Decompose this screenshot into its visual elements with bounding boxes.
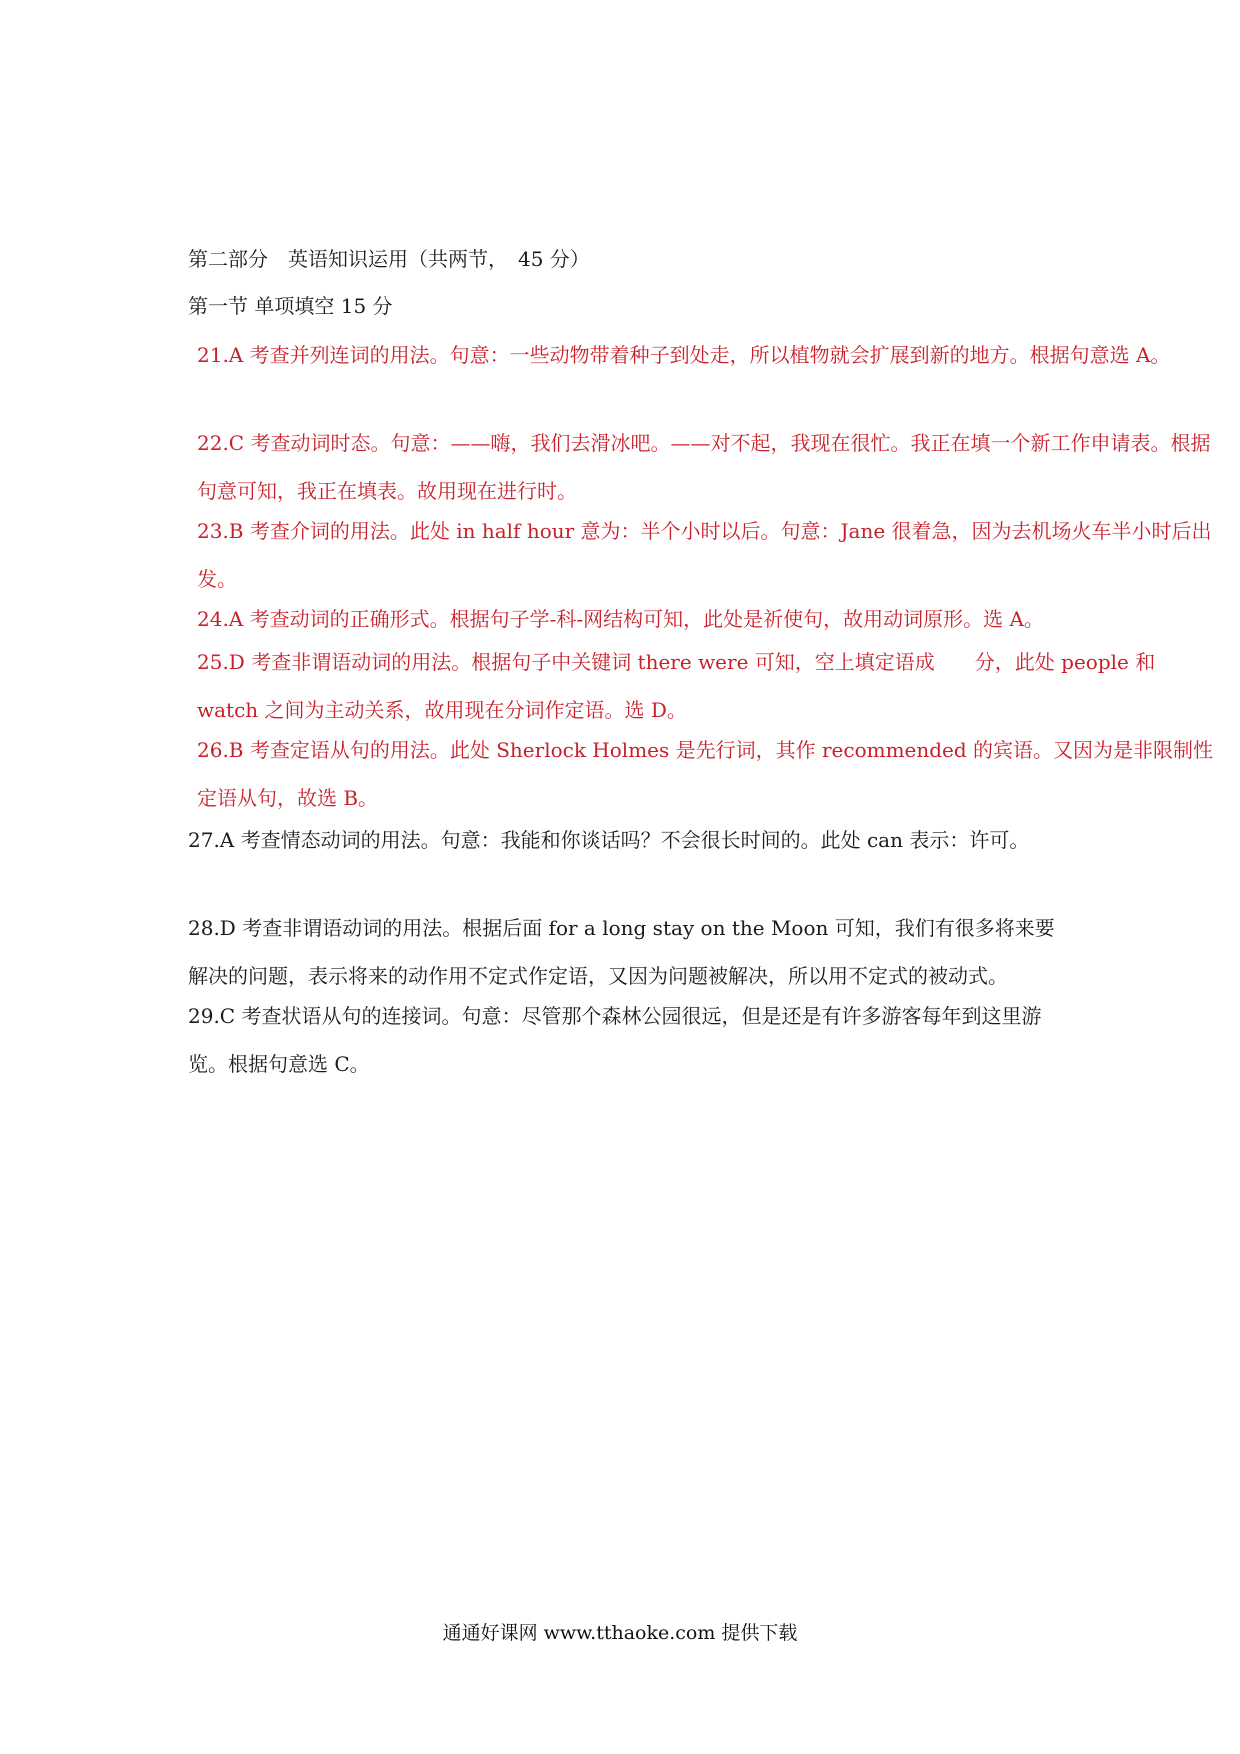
answer-23: 23.B 考查介词的用法。此处 in half hour 意为：半个小时以后。句意：Jane 很着急，因为去机场火车半小时后出发。	[197, 519, 1212, 591]
answer-28: 28.D 考查非谓语动词的用法。根据后面 for a long stay on the Moon 可知，我们有很多将来要解决的问题，表示将来的动作用不定式作定语，又因为问题被解决，所以用不定式的被动式。	[188, 916, 1055, 988]
answer-21: 21.A 考查并列连词的用法。句意：一些动物带着种子到处走，所以植物就会扩展到新的地方。根据句意选 A。	[197, 343, 1171, 367]
answer-22: 22.C 考查动词时态。句意：——嗨，我们去滑冰吧。——对不起，我现在很忙。我正在填一个新工作申请表。根据句意可知，我正在填表。故用现在进行时。	[197, 431, 1211, 503]
answer-26: 26.B 考查定语从句的用法。此处 Sherlock Holmes 是先行词，其作 recommended 的宾语。又因为是非限制性定语从句，故选 B。	[197, 738, 1214, 810]
answer-29: 29.C 考查状语从句的连接词。句意：尽管那个森林公园很远，但是还是有许多游客每年到这里游览。根据句意选 C。	[188, 1004, 1042, 1076]
answer-25	[197, 638, 1217, 734]
answer-24: 24.A 考查动词的正确形式。根据句子学-科-网结构可知，此处是祈使句，故用动词原形。选 A。	[197, 607, 1044, 631]
answer-25-part-b: 分，此处 people 和 watch 之间为主动关系，故用现在分词作定语。选 D。	[197, 650, 1156, 722]
footer-credit: 通通好课网 www.tthaoke.com 提供下载	[442, 1622, 798, 1644]
answer-25-part-a: 25.D 考查非谓语动词的用法。根据句子中关键词 there were 可知，空上填定语成	[197, 650, 935, 674]
subsection-title: 第一节 单项填空 15 分	[188, 294, 393, 318]
answer-27: 27.A 考查情态动词的用法。句意：我能和你谈话吗？不会很长时间的。此处 can 表示：许可。	[188, 828, 1030, 852]
part-title: 第二部分 英语知识运用（共两节， 45 分）	[188, 247, 590, 271]
